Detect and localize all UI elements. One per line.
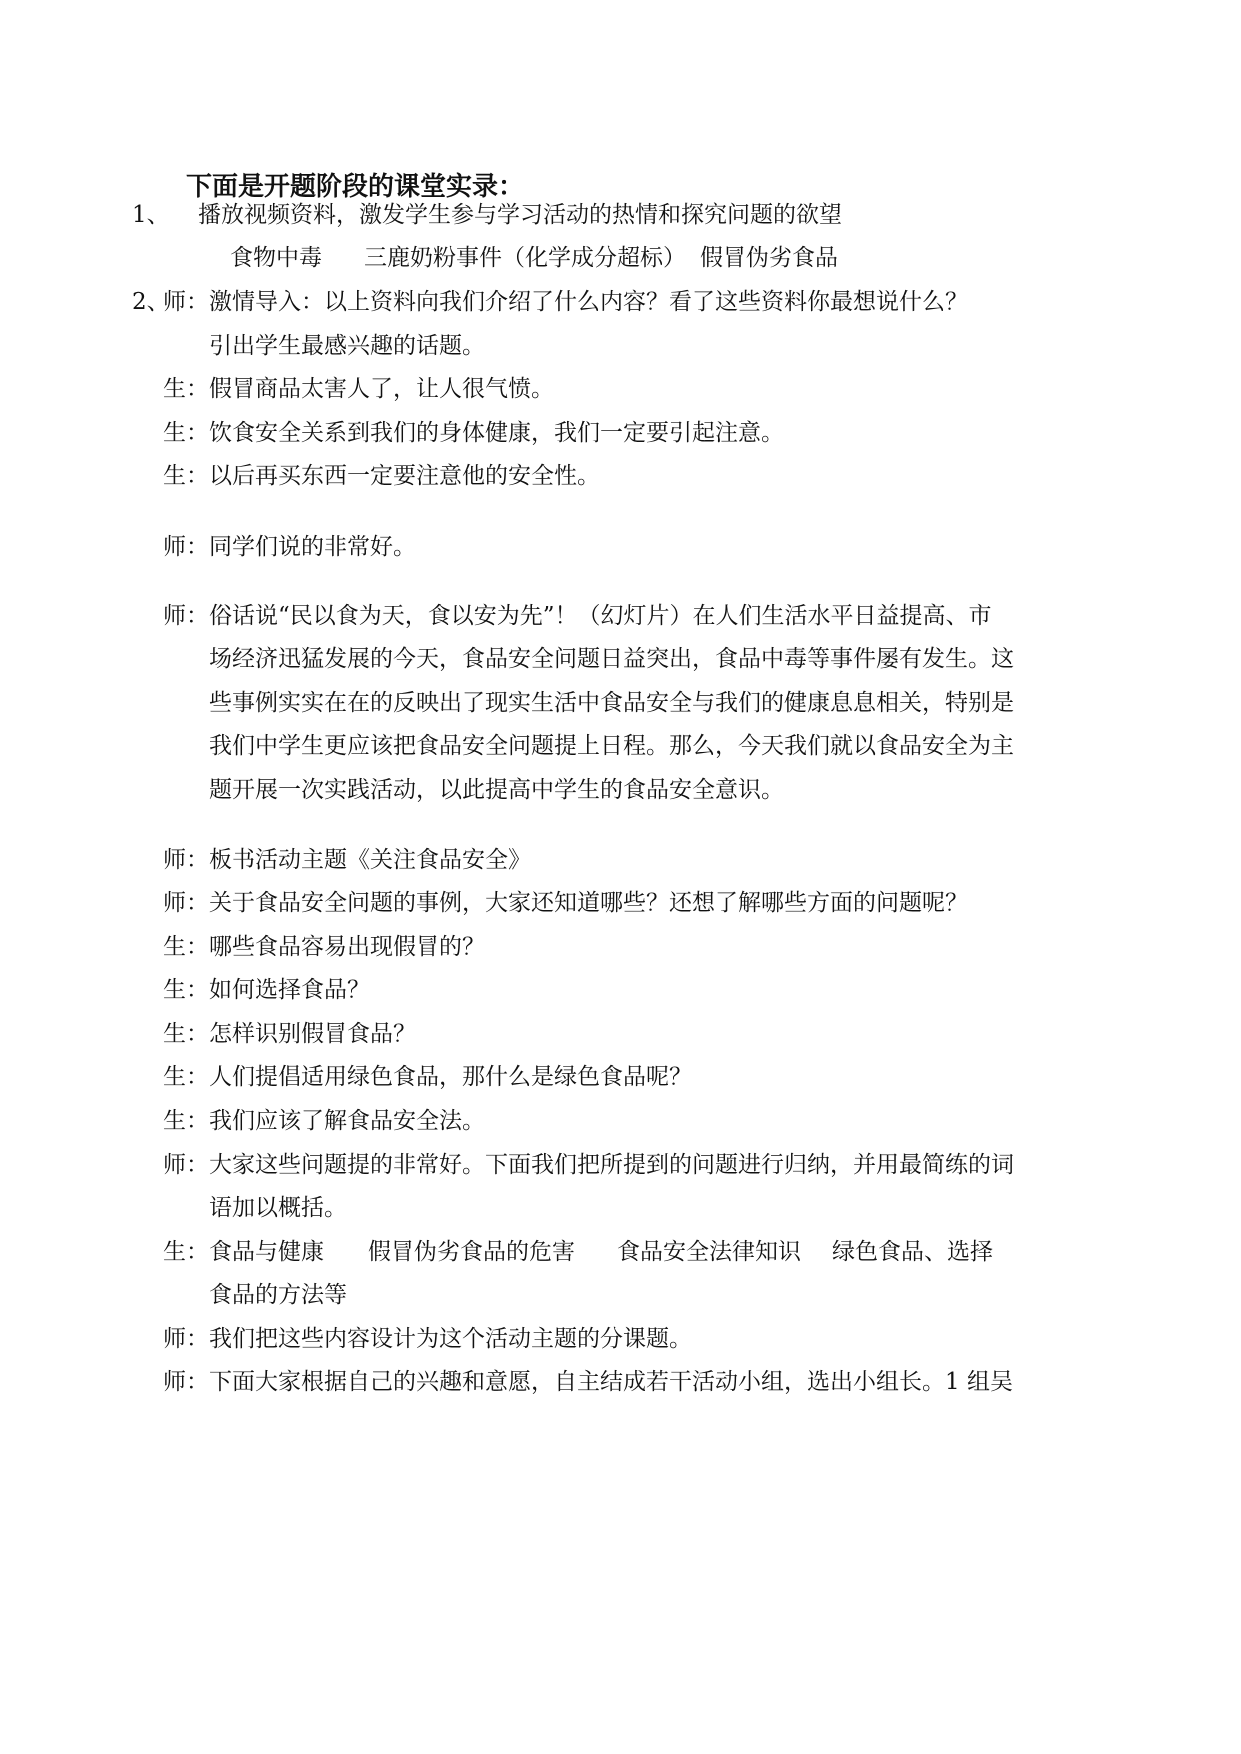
dialogue-text: 我们把这些内容设计为这个活动主题的分课题。 [209,1326,692,1352]
dialogue-text: 语加以概括。 [209,1195,347,1221]
speaker-label: 师： [163,890,209,916]
item-text: 引出学生最感兴趣的话题。 [209,333,485,359]
speaker-label: 生： [163,420,209,446]
dialogue-text: 饮食安全关系到我们的身体健康，我们一定要引起注意。 [209,420,784,446]
page-title: 下面是开题阶段的课堂实录： [186,172,525,202]
speaker-label: 生： [163,1108,209,1134]
dialogue-text: 同学们说的非常好。 [209,534,416,560]
speaker-label: 生： [163,1064,209,1090]
material-item: 食物中毒 [230,245,322,271]
speaker-label: 师： [163,289,209,315]
dialogue-text: 我们中学生更应该把食品安全问题提上日程。那么，今天我们就以食品安全为主 [209,733,1014,759]
dialogue-text: 我们应该了解食品安全法。 [209,1108,485,1134]
speaker-label: 师： [163,1369,209,1395]
speaker-label: 生： [163,934,209,960]
speaker-label: 生： [163,977,209,1003]
dialogue-text: 大家这些问题提的非常好。下面我们把所提到的问题进行归纳，并用最简练的词 [209,1152,1014,1178]
item-number: 2、 [132,289,170,315]
material-item: 假冒伪劣食品 [700,245,838,271]
speaker-label: 生： [163,463,209,489]
topic-item: 食品与健康 [209,1239,324,1265]
topic-item: 绿色食品、选择 [832,1239,993,1265]
dialogue-text: 题开展一次实践活动，以此提高中学生的食品安全意识。 [209,777,784,803]
speaker-label: 师： [163,603,209,629]
dialogue-text: 人们提倡适用绿色食品，那什么是绿色食品呢？ [209,1064,692,1090]
dialogue-text: 俗话说“民以食为天，食以安为先”！（幻灯片）在人们生活水平日益提高、市 [209,603,992,629]
speaker-label: 生： [163,376,209,402]
dialogue-text: 些事例实实在在的反映出了现实生活中食品安全与我们的健康息息相关，特别是 [209,690,1014,716]
dialogue-text: 下面大家根据自己的兴趣和意愿，自主结成若干活动小组，选出小组长。1 组吴 [209,1369,1013,1395]
speaker-label: 生： [163,1239,209,1265]
topic-item: 假冒伪劣食品的危害 [368,1239,575,1265]
dialogue-text: 哪些食品容易出现假冒的？ [209,934,485,960]
speaker-label: 师： [163,1326,209,1352]
speaker-label: 师： [163,847,209,873]
dialogue-text: 假冒商品太害人了，让人很气愤。 [209,376,554,402]
dialogue-text: 怎样识别假冒食品？ [209,1021,416,1047]
dialogue-text: 以后再买东西一定要注意他的安全性。 [209,463,600,489]
speaker-label: 师： [163,1152,209,1178]
speaker-label: 师： [163,534,209,560]
item-number: 1、 [132,202,170,228]
dialogue-text: 如何选择食品？ [209,977,370,1003]
item-text: 播放视频资料，激发学生参与学习活动的热情和探究问题的欲望 [198,202,842,228]
item-text: 激情导入：以上资料向我们介绍了什么内容？看了这些资料你最想说什么？ [209,289,968,315]
dialogue-text: 关于食品安全问题的事例，大家还知道哪些？还想了解哪些方面的问题呢？ [209,890,968,916]
dialogue-text: 食品的方法等 [209,1282,347,1308]
dialogue-text: 板书活动主题《关注食品安全》 [209,847,531,873]
material-item: 三鹿奶粉事件（化学成分超标） [364,245,686,271]
dialogue-text: 场经济迅猛发展的今天，食品安全问题日益突出，食品中毒等事件屡有发生。这 [209,646,1014,672]
speaker-label: 生： [163,1021,209,1047]
topic-item: 食品安全法律知识 [617,1239,801,1265]
